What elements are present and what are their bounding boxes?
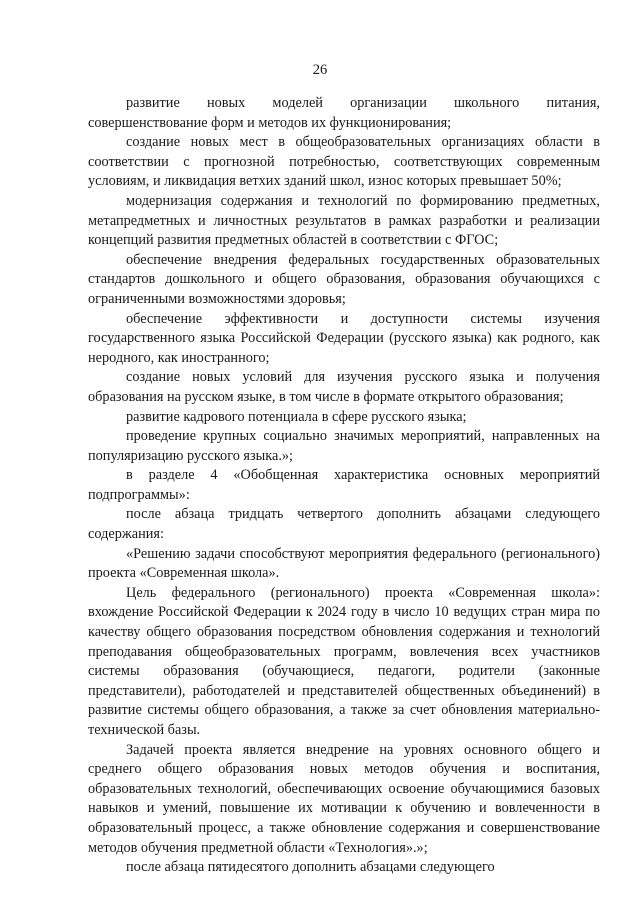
paragraph: развитие кадрового потенциала в сфере русского языка; <box>126 408 467 425</box>
page-number: 26 <box>312 62 328 78</box>
paragraph: модернизация содержания и технологий по формированию предметных, метапредметных и личностных результатов в рамках разработки и реализации концепций развития предметных областей в соответствии с ФГОС; <box>88 192 600 249</box>
paragraph: после абзаца пятидесятого дополнить абзацами следующего <box>126 859 495 876</box>
paragraph: «Решению задачи способствуют мероприятия федерального (регионального) проекта «Современная школа». <box>88 545 600 582</box>
paragraph: обеспечение внедрения федеральных государственных образовательных стандартов дошкольного и общего образования, образования обучающихся с ограниченными возможностями здоровья; <box>88 251 600 307</box>
paragraph: Цель федерального (регионального) проекта «Современная школа»: вхождение Российской Федерации к 2024 году в число 10 ведущих стран мира по качеству общего образования посредством обновления содержания и технологий преподавания общеобразовательных программ, вовлечения всех участников системы образования (обучающиеся, педагоги, родители (законные представители), работодателей и представителей общественных объединений) в развитие системы общего образования, а также за счет обновления материально-технической базы. <box>88 584 600 738</box>
paragraph: в разделе 4 «Обобщенная характеристика основных мероприятий подпрограммы»: <box>88 467 600 503</box>
paragraph: развитие новых моделей организации школьного питания, совершенствование форм и методов их функционирования; <box>88 95 600 131</box>
paragraph: обеспечение эффективности и доступности системы изучения государственного языка Российской Федерации (русского языка) как родного, как неродного, как иностранного; <box>88 310 600 366</box>
paragraph: создание новых условий для изучения русского языка и получения образования на русском языке, в том числе в формате открытого образования; <box>88 369 600 405</box>
paragraph: создание новых мест в общеобразовательных организациях области в соответствии с прогнозной потребностью, соответствующих современным условиям, и ликвидация ветхих зданий школ, износ которых превышает 50%; <box>88 134 600 190</box>
document-body <box>88 94 600 878</box>
paragraph: после абзаца тридцать четвертого дополнить абзацами следующего содержания: <box>88 506 600 543</box>
paragraph: проведение крупных социально значимых мероприятий, направленных на популяризацию русского языка.»; <box>88 428 600 464</box>
paragraph: Задачей проекта является внедрение на уровнях основного общего и среднего общего образования новых методов обучения и воспитания, образовательных технологий, обеспечивающих освоение обучающимися базовых навыков и умений, повышение их мотивации к обучению и вовлеченности в образовательный процесс, а также обновление содержания и совершенствование методов обучения предметной области «Технология».»; <box>88 741 600 856</box>
